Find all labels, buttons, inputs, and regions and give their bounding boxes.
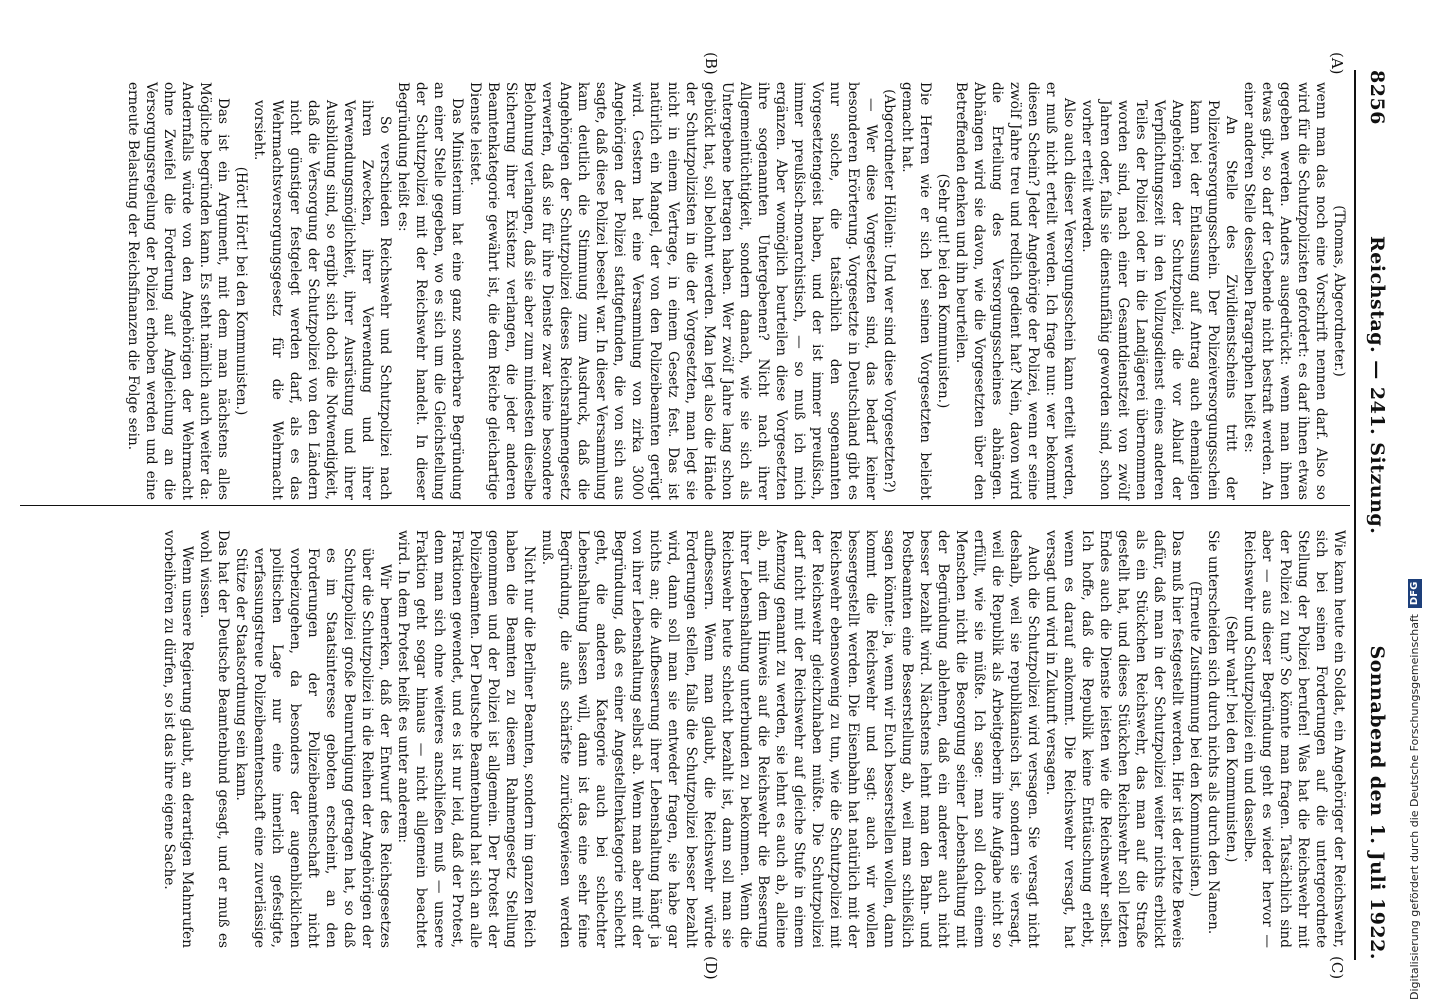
page-number: 8256 xyxy=(1366,70,1388,125)
paragraph: Das hat der Deutsche Beamtenbund gesagt, und er muß es wohl wissen. xyxy=(197,530,231,948)
margin-marker-d: (D) xyxy=(702,956,720,980)
session-title: Reichstag. — 241. Sitzung. xyxy=(1366,236,1388,535)
quoted-paragraph: So verschieden Reichswehr und Schutzpolizei nach ihren Zwecken, ihrer Verwendung und ihrer Verwendungsmöglichkeit, ihrer Ausrüstung und ihrer Ausbildung sind, so ergibt sich doch die Notwendigkeit, daß die Versorgung der Schutzpolizei von den Ländern nicht günstiger festgelegt werden darf, als es das Wehrmachtsversorgungsgesetz für die Wehrmacht vorsieht. xyxy=(251,100,393,500)
paragraph: Wenn unsere Regierung glaubt, an derartigen Mahnrufen vorbeihören zu dürfen, so ist das ihre eigene Sache. xyxy=(161,530,195,948)
paragraph: — Wer diese Vorgesetzten sind, das bedarf keiner besonderen Erörterung. Vorgesetzte in Deutschland gibt es nur solche, die tatsächlich den sogenannten Vorgesetztengeist haben, und der ist immer preußisch, immer preußisch-monarchistisch, — so muß ich mich ergänzen. Aber womöglich beurteilen diese Vorgesetzten ihre sogenannten Untergebenen? Nicht nach ihrer Allgemeintüchtigkeit, sondern danach, wie sie sich als Untergebene betragen haben. Wer zwölf Jahre lang schon gebückt hat, soll belohnt werden. Man legt also die Hände der Schutzpolizisten in die der Vorgesetzten, man legt sie nicht in einem Vertrage, in einem Gesetz fest. Das ist natürlich ein Mangel, der von den Polizeibeamten gerügt wird. Gestern hat eine Versammlung von zirka 3000 Angehörigen der Polizei stattgefunden, die von sich aus sagte, daß diese Polizei beseelt war. In dieser Versammlung kam deutlich die Stimmung zum Ausdruck, daß die Angehörigen der Schutzpolizei dieses Reichsrahmengesetz verwerfen, daß sie für ihre Dienste zwar keine besondere Belohnung verlangen, daß sie aber zum mindesten dieselbe Sicherung ihrer Existenz verlangen, die jeder anderen Beamtenkategorie gewährt ist, die dem Reiche gleichartige Dienste leistet. xyxy=(467,82,879,500)
paragraph: Das muß hier festgestellt werden. Hier ist der letzte Beweis dafür, daß man in der Schutzpolizei weiter nichts erblickt als ein Stückchen Reichswehr, das man auf die Straße gestellt hat, und dieses Stückchen Reichswehr soll letzten Endes auch die Dienste leisten wie die Reichswehr selbst. Ich hoffe, daß die Republik keine Enttäuschung erlebt, wenn es darauf ankommt. Die Reichswehr versagt, hat versagt und wird in Zukunft versagen. xyxy=(1043,530,1185,948)
speaker-line: (Thomas, Abgeordneter.) xyxy=(1331,205,1347,377)
interjection: (Erneute Zustimmung bei den Kommunisten.) xyxy=(1187,580,1203,898)
paragraph: Nicht nur die Berliner Beamten, sondern im ganzen Reich haben die Beamten zu diesem Rahmengesetz Stellung genommen und der Polizei ist allgemein. Der Protest der Polizeibeamten. Der Deutsche Beamtenbund hat sich an alle Fraktionen gewendet, und es ist nur leid, daß der Protest, denn man sich ohne weiteres anschließen muß — unsere Fraktion geht sogar hinaus — nicht allgemein beachtet wird. In dem Protest heißt es unter anderem: xyxy=(395,530,537,948)
digitization-note: Digitalisierung gefördert durch die Deutsche Forschungsgemeinschaft xyxy=(1408,614,1421,1000)
interjection: (Sehr wahr! bei den Kommunisten.) xyxy=(1223,615,1239,863)
quoted-paragraph: An Stelle des Zivildienstscheins tritt der Polizeiversorgungsschein. Der Polizeiversorgungsschein kann bei der Entlassung auf Antrag auch ehemaligen Angehörigen der Schutzpolizei, die vor Ablauf der Verpflichtungszeit in den Vollzugsdienst eines anderen Teiles der Polizei oder in die Landjägerei übernommen worden sind, nach einer Gesamtdienstzeit von zwölf Jahren oder, falls sie dienstunfähig geworden sind, schon vorher erteilt werden. xyxy=(1079,100,1239,500)
left-column xyxy=(124,82,1348,500)
right-column xyxy=(160,530,1348,948)
margin-marker-c: (C) xyxy=(1328,956,1346,980)
digitization-footer xyxy=(1405,0,1425,1000)
page-header xyxy=(1362,70,1392,960)
interjection: (Sehr gut! bei den Kommunisten.) xyxy=(935,173,951,409)
paragraph: Das ist ein Argument, mit dem man nächstens alles Mögliche begründen kann. Es steht nämlich auch weiter da: Andernfalls würde von den Angehörigen der Wehrmacht ohne Zweifel die Forderung auf Angleichung an die Versorgungsregelung der Polizei erhoben werden und eine erneute Belastung der Reichsfinanzen die Folge sein. xyxy=(125,82,231,500)
margin-marker-a: (A) xyxy=(1328,52,1346,75)
paragraph: Sie unterscheiden sich durch nichts als durch den Namen. xyxy=(1205,530,1221,935)
dfg-logo-icon: DFG xyxy=(1408,579,1422,608)
paragraph: Also auch dieser Versorgungsschein kann erteilt werden, er muß nicht erteilt werden. Ich frage nun: wer bekommt diesen Schein? Jeder Angehörige der Polizei, wenn er seine zwölf Jahre treu und redlich gedient hat? Nein, davon wird die Erteilung des Versorgungsscheines abhängen. Abhängen wird sie davon, wie die Vorgesetzten über den Betreffenden denken und ihn beurteilen. xyxy=(953,82,1077,500)
paragraph: Die Herren wie er sich bei seinen Vorgesetzten beliebt gemacht hat. xyxy=(899,82,933,500)
margin-marker-b: (B) xyxy=(702,52,720,75)
interjection: (Hört! Hört! bei den Kommunisten.) xyxy=(233,166,249,416)
paragraph: wenn man das noch eine Vorschrift nennen darf. Also so wird für die Schutzpolizisten gefordert: es darf ihnen etwas gegeben werden. Anders ausgedrückt: wenn man ihnen etwas gibt, so darf der Gebende nicht bestraft werden. An einer anderen Stelle desselben Paragraphen heißt es: xyxy=(1241,82,1329,500)
session-date: Sonnabend den 1. Juli 1922. xyxy=(1366,645,1388,960)
header-rule xyxy=(1354,70,1356,960)
quoted-paragraph: Wir bemerken, daß der Entwurf des Reichsgesetzes über die Schutzpolizei in die Reihen der Angehörigen der Schutzpolizei große Beunruhigung getragen hat, so daß es im Staatsinteresse geboten erscheint, an den Forderungen der Polizeibeamtenschaft nicht vorbeizugehen, da besonders der augenblicklichen politischen Lage nur eine innerlich gefestigte, verfassungstreue Polizeibeamtenschaft eine zuverlässige Stütze der Staatsordnung sein kann. xyxy=(233,548,393,948)
paragraph: Wie kann heute ein Soldat, ein Angehöriger der Reichswehr, sich bei seinen Forderungen auf die untergeordnete Stellung der Polizei berufen! Was hat die Reichswehr mit der Polizei zu tun? So könnte man fragen. Tatsächlich sind aber — aus dieser Begründung geht es wieder hervor — Reichswehr und Schutzpolizei ein und dasselbe. xyxy=(1241,530,1347,948)
column-divider xyxy=(20,505,1350,506)
paragraph: Auch die Schutzpolizei wird versagen. Sie versagt nicht deshalb, weil sie republikanisch ist, sondern sie versagt, weil die Republik als Arbeitgeberin ihre Aufgabe nicht so erfüllt, wie sie müßte. Ich sage: man soll doch einem Menschen nicht die Besorgung seiner Lebenshaltung mit der Begründung ablehnen, daß ein anderer auch nicht besser bezahlt wird. Nächstens lehnt man den Bahn- und Postbeamten eine Besserstellung ab, weil man schließlich sagen könnte: ja, wenn wir Euch besserstellen wollen, dann kommt die Reichswehr und sagt: auch wir wollen bessergestellt werden. Die Eisenbahn hat natürlich mit der Reichswehr ebensowenig zu tun, wie die Schutzpolizei mit der Reichswehr gleichzuhaben müßte. Die Schutzpolizei darf nicht mit der Reichswehr auf gleiche Stufe in einem Atemzug genannt zu werden, sie lehnt es auch ab, alleine ab, mit dem Hinweis auf die Reichswehr die Besserung ihrer Lebenshaltung unterbunden zu bekommen. Wenn die Reichswehr heute schlecht bezahlt ist, dann soll man sie aufbessern. Wenn man glaubt, die Reichswehr würde Forderungen stellen, falls die Schutzpolizei besser bezahlt wird, dann soll man sie entweder fragen, sie habe gar nichts an; die Aufbesserung ihrer Lebenshaltung hängt ja von ihrer Lebenshaltung selbst ab. Wenn man aber mit der Begründung, daß es einer Angestelltenkategorie schlecht geht, die anderen Kategorie auch bei schlechter Lebenshaltung lassen will, dann ist das eine sehr feine Begründung, die aufs schärfste zurückgewiesen werden muß. xyxy=(539,530,1041,948)
interjection: (Abgeordneter Höllein: Und wer sind diese Vorgesetzten?) xyxy=(881,89,897,493)
paragraph: Das Ministerium hat eine ganz sonderbare Begründung an einer Stelle gegeben, wo es sich um die Gleichstellung der Schutzpolizei mit der Reichswehr handelt. In dieser Begründung heißt es: xyxy=(395,82,465,500)
